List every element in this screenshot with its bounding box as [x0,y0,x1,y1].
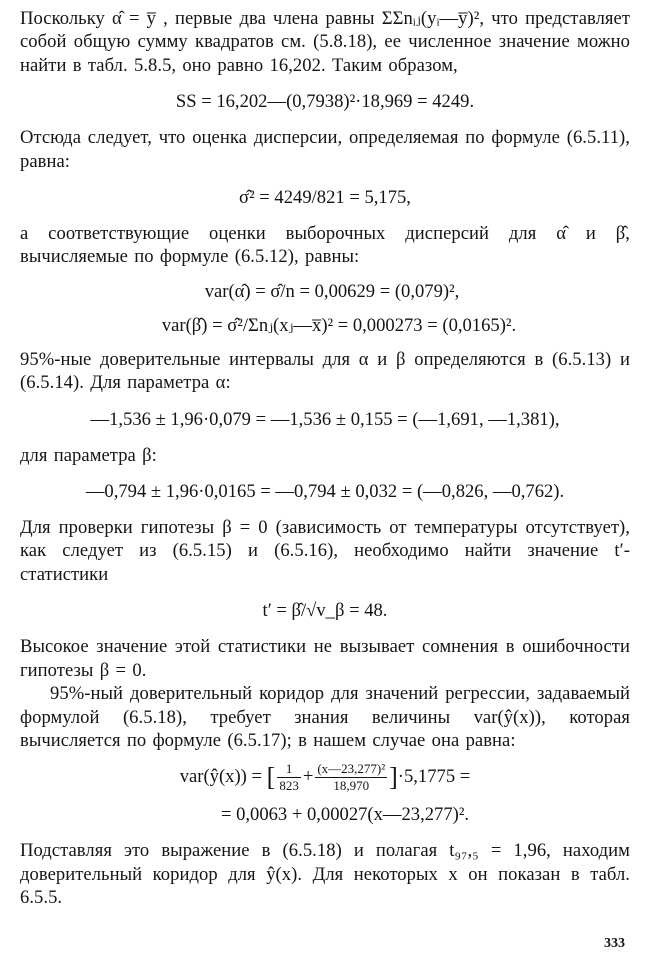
bracket-open: [ [266,762,276,792]
equation-sigma: σ̂² = 4249/821 = 5,175, [239,187,411,209]
paragraph-7: Высокое значение этой статистики не вызывает сомнения в ошибочности гипотезы β = 0. [20,636,630,681]
paragraph-2: Отсюда следует, что оценка дисперсии, определяемая по формуле (6.5.11), равна: [20,127,630,172]
paragraph-9: Подставляя это выражение в (6.5.18) и полагая t₉₇,₅ = 1,96, находим доверительный коридор для ŷ(x). Для некоторых x он показан в табл. 6.5.5. [20,840,630,909]
page-number: 333 [604,936,625,951]
equation-beta-ci: —0,794 ± 1,96·0,0165 = —0,794 ± 0,032 = (—0,826, —0,762). [85,481,565,503]
equation-var-alpha: var(α̂) = σ̂/n = 0,00629 = (0,079)², [204,280,460,302]
fraction-1-denominator: 823 [279,778,299,794]
bracket-close: ] [389,762,398,792]
equation-alpha-ci: —1,536 ± 1,96·0,079 = —1,536 ± 0,155 = (—1,691, —1,381), [90,408,560,430]
equation-var-y-lhs: var(ŷ(x)) = [179,766,262,788]
equation-var-y: var(ŷ(x)) = [ $\frac{1}{823}$ + $\frac{\text{(x—23,277)²}}{18,970}$ ]·5,1775 = [179,761,471,794]
paragraph-3: а соответствующие оценки выборочных дисперсий для α̂ и β̂, вычисляемые по формуле (6.5.12), равны: [20,223,630,268]
paragraph-1: Поскольку α̂ = y̅ , первые два члена равны ΣΣnᵢⱼ(yᵢ—y̅)², что представляет собой общую сумму квадратов см. (5.8.18), ее численное значение можно найти в табл. 5.8.5, оно равно 16,202. Таким образом, [20,8,630,76]
fraction-2-numerator: (x—23,277)² [317,761,386,777]
fraction-2 [315,761,387,794]
fraction-2-denominator: 18,970 [333,778,370,794]
equation-var-y-rhs: ·5,1775 = [397,766,471,788]
paragraph-6: Для проверки гипотезы β = 0 (зависимость от температуры отсутствует), как следует из (6.5.15) и (6.5.16), необходимо найти значение t′-статистики [20,517,630,585]
equation-var-y-continued: = 0,0063 + 0,00027(x—23,277)². [220,804,470,826]
paragraph-5: для параметра β: [20,444,157,466]
paragraph-4: 95%-ные доверительные интервалы для α и β определяются в (6.5.13) и (6.5.14). Для параметра α: [20,348,630,394]
equation-t-statistic: t′ = β̂/√v_β = 48. [262,600,388,622]
paragraph-8: 95%-ный доверительный коридор для значений регрессии, задаваемый формулой (6.5.18), требует знания величины var(ŷ(x)), которая вычисляется по формуле (6.5.17); в нашем случае она равна: [20,683,630,751]
fraction-1-numerator: 1 [277,761,301,778]
equation-ss: SS = 16,202—(0,7938)²·18,969 = 4249. [175,91,475,113]
fraction-1 [277,761,301,794]
equation-var-beta: var(β̂) = σ̂²/Σnⱼ(xⱼ—x̅)² = 0,000273 = (0,0165)². [161,314,517,336]
